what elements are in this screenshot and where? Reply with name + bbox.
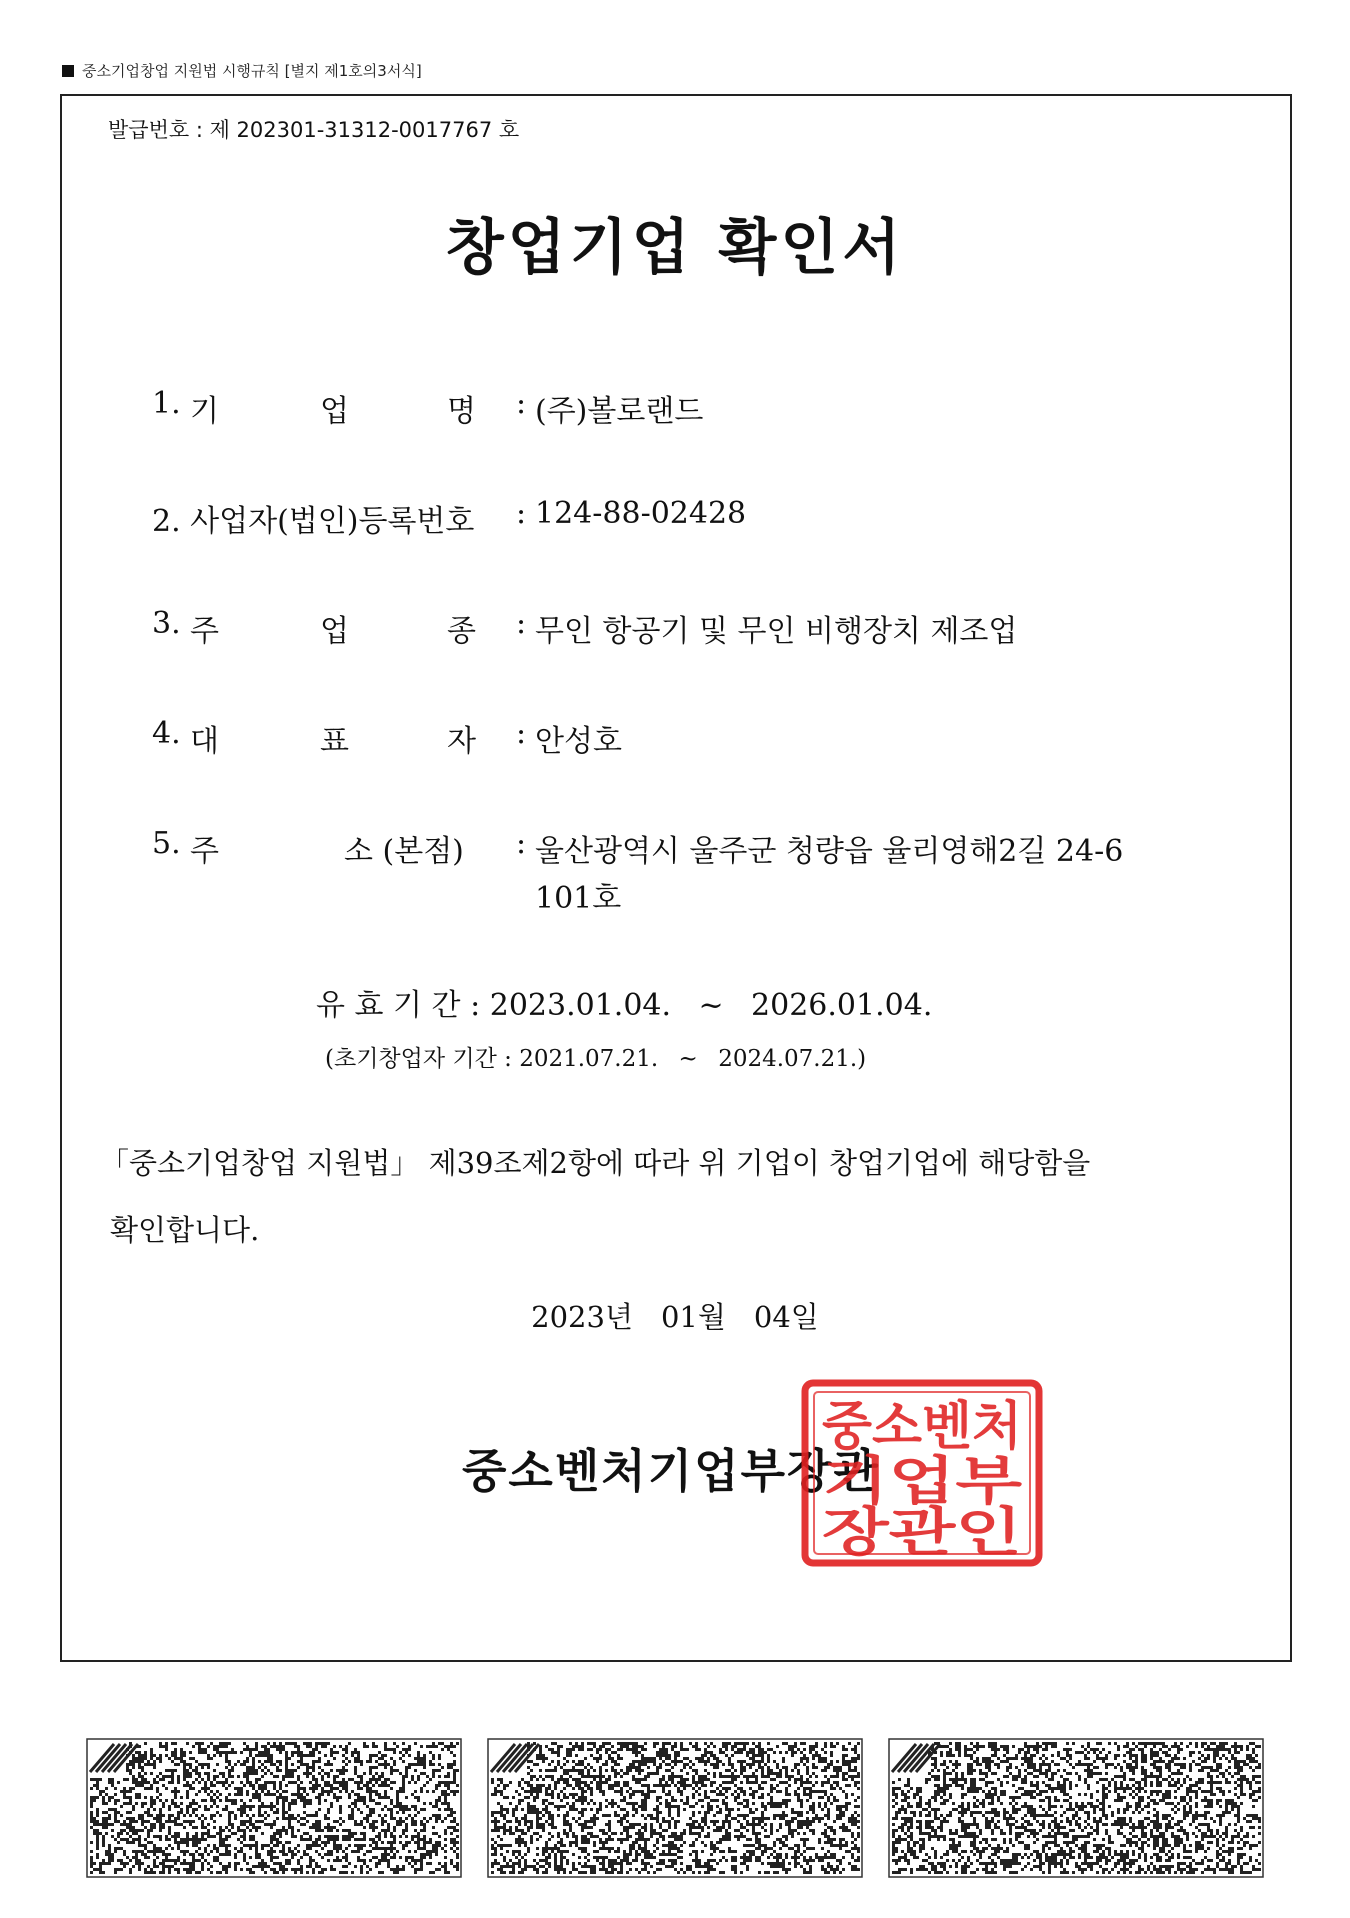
field-label: 4. 대 표 자 xyxy=(152,716,476,759)
issue-date: 2023년 01월 04일 xyxy=(531,1300,819,1334)
security-code-1 xyxy=(86,1738,462,1878)
registration-number-value: 124-88-02428 xyxy=(535,496,747,531)
official-seal-stamp xyxy=(800,1378,1044,1568)
field-label: 1. 기 업 명 xyxy=(152,386,476,429)
security-code-2 xyxy=(487,1738,863,1878)
confirmation-statement: 「중소기업창업 지원법」 제39조제2항에 따라 위 기업이 창업기업에 해당함을 확인합니다. xyxy=(100,1146,1091,1247)
early-startup-period: (초기창업자 기간 : 2021.07.21. ~ 2024.07.21.) xyxy=(325,1046,867,1072)
field-address: 5. 주 소 (본점) : 울산광역시 울주군 청량읍 율리영해2길 24-6 101호 xyxy=(152,826,1123,928)
company-name-value: (주)볼로랜드 xyxy=(535,394,704,429)
svg-text:기업부: 기업부 xyxy=(822,1452,1022,1512)
field-company: 1. 기 업 명 : (주)볼로랜드 xyxy=(152,386,704,429)
field-representative: 4. 대 표 자 : 안성호 xyxy=(152,716,622,759)
document-title: 창업기업 확인서 xyxy=(445,213,905,283)
svg-text:장관인: 장관인 xyxy=(822,1503,1022,1563)
address-value: 울산광역시 울주군 청량읍 율리영해2길 24-6 101호 xyxy=(535,834,1124,916)
representative-value: 안성호 xyxy=(535,724,622,759)
validity-period: 유 효 기 간 : 2023.01.04. ~ 2026.01.04. xyxy=(316,988,933,1023)
field-label: 5. 주 소 (본점) xyxy=(152,826,464,869)
issue-number: 발급번호 : 제 202301-31312-0017767 호 xyxy=(108,118,520,142)
business-type-value: 무인 항공기 및 무인 비행장치 제조업 xyxy=(535,614,1018,649)
form-reference-text: 중소기업창업 지원법 시행규칙 [별지 제1호의3서식] xyxy=(82,62,422,80)
security-code-3 xyxy=(888,1738,1264,1878)
field-label: 2. 사업자(법인)등록번호 xyxy=(152,504,475,539)
field-label: 3. 주 업 종 xyxy=(152,606,476,649)
field-registration: 2. 사업자(법인)등록번호 : 124-88-02428 xyxy=(152,496,747,539)
svg-text:중소벤처: 중소벤처 xyxy=(822,1397,1022,1457)
form-reference xyxy=(62,60,422,81)
square-bullet-icon xyxy=(62,65,74,77)
issuer-name: 중소벤처기업부장관 xyxy=(462,1444,880,1498)
field-business: 3. 주 업 종 : 무인 항공기 및 무인 비행장치 제조업 xyxy=(152,606,1018,649)
